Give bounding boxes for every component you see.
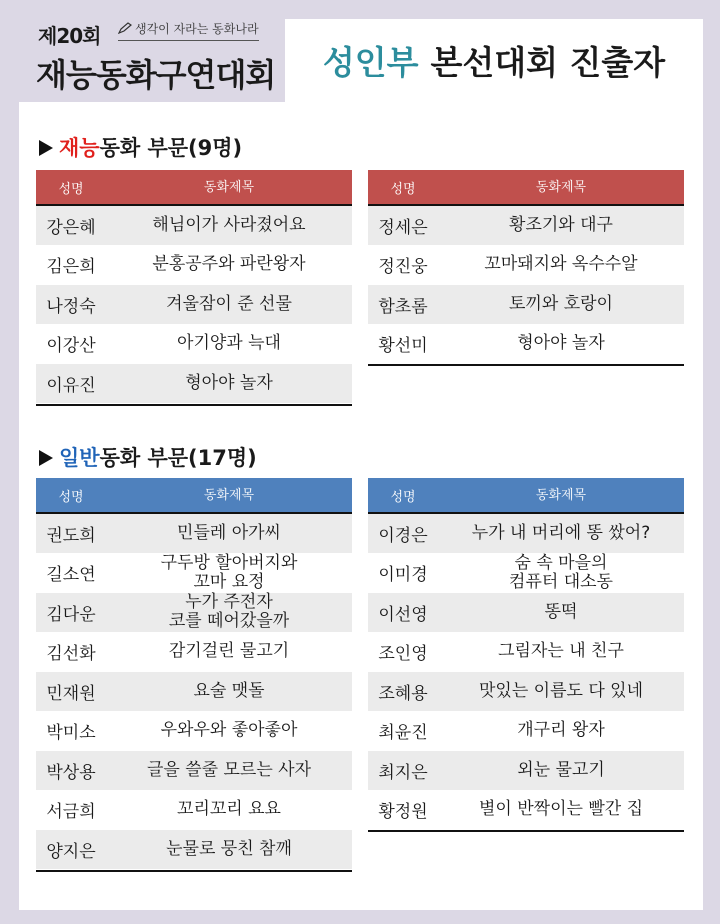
col-title-header: 동화제목 xyxy=(203,179,255,195)
participant-name: 황선미 xyxy=(378,336,428,357)
table-row xyxy=(36,791,352,831)
story-title: 똥떡 xyxy=(544,601,578,622)
story-title: 개구리 왕자 xyxy=(517,720,605,741)
table-header xyxy=(36,170,352,206)
story-title: 황조기와 대구 xyxy=(509,214,613,235)
participant-name: 김선화 xyxy=(46,644,96,665)
story-title: 별이 반짝이는 빨간 집 xyxy=(478,799,643,820)
table-row xyxy=(368,554,684,594)
story-title: 형아야 놀자 xyxy=(185,372,273,393)
participant-name: 양지은 xyxy=(46,841,96,862)
story-title: 외눈 물고기 xyxy=(517,759,605,780)
participant-name: 정진웅 xyxy=(378,257,428,278)
contest-logo xyxy=(0,0,285,102)
col-title-header: 동화제목 xyxy=(535,487,587,503)
table-row xyxy=(368,514,684,554)
triangle-icon xyxy=(39,450,53,466)
col-title-header: 동화제목 xyxy=(535,179,587,195)
table-row xyxy=(368,712,684,752)
participant-name: 서금희 xyxy=(46,802,96,823)
general-table-left xyxy=(36,478,352,872)
col-name-header: 성명 xyxy=(390,181,416,197)
story-title: 맛있는 이름도 다 있네 xyxy=(478,680,643,701)
table-row xyxy=(36,514,352,554)
story-title: 민들레 아가씨 xyxy=(177,522,281,543)
story-title: 글을 쓸줄 모르는 사자 xyxy=(146,759,311,780)
table-row xyxy=(36,206,352,246)
story-title: 숨 속 마을의 컴퓨터 대소동 xyxy=(509,552,613,592)
story-title: 우와우와 좋아좋아 xyxy=(160,720,298,741)
participant-name: 김다운 xyxy=(46,604,96,625)
story-title: 요술 맷돌 xyxy=(193,680,265,701)
table-row xyxy=(368,593,684,633)
table-row xyxy=(368,791,684,831)
table-row xyxy=(36,672,352,712)
talent-table-right xyxy=(368,170,684,366)
participant-name: 강은혜 xyxy=(46,217,96,238)
edition-label: 제20회 xyxy=(38,24,101,48)
story-title: 꼬리꼬리 요요 xyxy=(177,799,281,820)
story-title: 분홍공주와 파란왕자 xyxy=(152,254,306,275)
table-row xyxy=(36,633,352,673)
table-row xyxy=(368,285,684,325)
general-table-right xyxy=(368,478,684,832)
triangle-icon xyxy=(39,140,53,156)
table-header xyxy=(36,478,352,514)
story-title: 형아야 놀자 xyxy=(517,333,605,354)
table-row xyxy=(368,206,684,246)
title-accent: 성인부 xyxy=(322,43,419,82)
table-row xyxy=(36,751,352,791)
story-title: 구두방 할아버지와 꼬마 요정 xyxy=(160,552,298,592)
table-row xyxy=(368,246,684,286)
col-title-header: 동화제목 xyxy=(203,487,255,503)
section-title-talent xyxy=(39,132,242,162)
content-panel xyxy=(19,102,703,910)
table-row xyxy=(36,246,352,286)
table-row xyxy=(36,830,352,870)
participant-name: 최지은 xyxy=(378,762,428,783)
table-row xyxy=(36,593,352,633)
participant-name: 박상용 xyxy=(46,762,96,783)
section-rest: 동화 부문(9명) xyxy=(99,136,243,160)
story-title: 누가 주전자 코를 떼어갔을까 xyxy=(168,592,290,632)
story-title: 토끼와 호랑이 xyxy=(509,293,613,314)
title-rest: 본선대회 진출자 xyxy=(430,43,666,82)
col-name-header: 성명 xyxy=(390,489,416,505)
pencil-icon xyxy=(118,22,132,34)
section-accent: 일반 xyxy=(59,446,100,470)
table-row xyxy=(36,712,352,752)
col-name-header: 성명 xyxy=(58,489,84,505)
table-row xyxy=(368,633,684,673)
participant-name: 조인영 xyxy=(378,644,428,665)
participant-name: 길소연 xyxy=(46,565,96,586)
participant-name: 이경은 xyxy=(378,525,428,546)
participant-name: 이선영 xyxy=(378,604,428,625)
story-title: 눈물로 뭉친 참깨 xyxy=(166,838,292,859)
page-title xyxy=(285,19,703,102)
story-title: 아기양과 늑대 xyxy=(177,333,281,354)
slogan-text: 생각이 자라는 동화나라 xyxy=(135,22,259,36)
story-title: 누가 내 머리에 똥 쌌어? xyxy=(471,522,651,543)
participant-name: 최윤진 xyxy=(378,723,428,744)
story-title: 감기걸린 물고기 xyxy=(168,641,290,662)
table-row xyxy=(368,672,684,712)
table-row xyxy=(36,364,352,404)
table-header xyxy=(368,478,684,514)
participant-name: 함초롬 xyxy=(378,296,428,317)
participant-name: 민재원 xyxy=(46,683,96,704)
participant-name: 김은희 xyxy=(46,257,96,278)
participant-name: 정세은 xyxy=(378,217,428,238)
talent-table-left xyxy=(36,170,352,406)
table-row xyxy=(368,325,684,365)
table-row xyxy=(368,751,684,791)
table-row xyxy=(36,285,352,325)
col-name-header: 성명 xyxy=(58,181,84,197)
story-title: 겨울잠이 준 선물 xyxy=(166,293,292,314)
story-title: 꼬마돼지와 옥수수알 xyxy=(484,254,638,275)
section-accent: 재능 xyxy=(59,136,100,160)
section-rest: 동화 부문(17명) xyxy=(99,446,257,470)
participant-name: 조혜용 xyxy=(378,683,428,704)
story-title: 그림자는 내 친구 xyxy=(498,641,624,662)
participant-name: 권도희 xyxy=(46,525,96,546)
table-row xyxy=(36,554,352,594)
participant-name: 이미경 xyxy=(378,565,428,586)
participant-name: 이강산 xyxy=(46,336,96,357)
table-header xyxy=(368,170,684,206)
story-title: 해님이가 사라졌어요 xyxy=(152,214,306,235)
table-row xyxy=(36,325,352,365)
slogan xyxy=(118,20,259,41)
participant-name: 황정원 xyxy=(378,802,428,823)
section-title-general xyxy=(39,442,257,472)
participant-name: 나정숙 xyxy=(46,296,96,317)
contest-name: 재능동화구연대회 xyxy=(36,56,276,94)
participant-name: 이유진 xyxy=(46,375,96,396)
participant-name: 박미소 xyxy=(46,723,96,744)
